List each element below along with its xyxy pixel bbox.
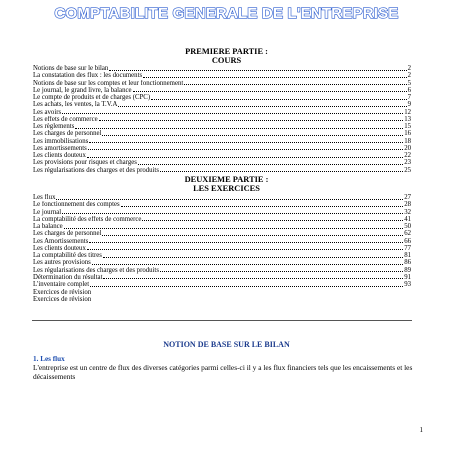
- toc-entry: [33, 159, 411, 166]
- toc-entry: [33, 80, 411, 87]
- toc-entry-page: 5: [407, 79, 411, 87]
- toc-entry-label: L'inventaire complet: [33, 281, 90, 288]
- toc-entry-page: 81: [404, 252, 411, 259]
- separator-line: [32, 320, 412, 321]
- toc-entry: [33, 123, 411, 130]
- toc-entry-label: La comptabilité des titres: [33, 252, 102, 259]
- toc-entry-page: 91: [404, 273, 411, 281]
- dot-leader: [88, 148, 403, 150]
- part1-heading: PREMIERE PARTIE :: [185, 47, 268, 56]
- toc-entry-label: Les provisions pour risques et charges: [33, 159, 137, 167]
- toc-entry-page: 16: [404, 130, 411, 138]
- toc-entry: [33, 109, 411, 116]
- dot-leader: [142, 219, 403, 221]
- toc-entry-label: Le compte de produits et de charges (CPC): [33, 94, 151, 101]
- toc-entry-label: Le fonctionnement des comptes: [33, 201, 120, 209]
- dot-leader: [184, 83, 406, 85]
- dot-leader: [160, 170, 403, 172]
- page-number: 1: [419, 426, 423, 434]
- toc-entry-label: Détermination du résultat: [33, 273, 103, 281]
- part2-subheading: LES EXERCICES: [193, 184, 260, 193]
- toc-entry: [33, 267, 411, 274]
- toc-entry: [33, 194, 411, 201]
- dot-leader: [102, 134, 403, 136]
- dot-leader: [102, 234, 403, 236]
- toc-entry-page: 62: [404, 230, 411, 238]
- toc-entry-label: Les règlements: [33, 123, 75, 130]
- toc-entry-page: 50: [404, 223, 411, 230]
- toc-entry-page: 86: [404, 259, 411, 267]
- toc-entry-label: Les autres provisions: [33, 259, 91, 267]
- toc-entry-page: 9: [407, 101, 411, 109]
- toc-entry: [33, 259, 411, 266]
- dot-leader: [160, 270, 403, 272]
- dot-leader: [151, 98, 407, 100]
- toc-entry-page: 77: [404, 244, 411, 252]
- dot-leader: [62, 112, 403, 114]
- toc-entry: [33, 152, 411, 159]
- toc-entry: [33, 72, 411, 79]
- dot-leader: [75, 127, 403, 129]
- toc-entry: [33, 238, 411, 245]
- toc-entry-label: Les régularisations des charges et des produits: [33, 266, 159, 274]
- toc-entry-page: 89: [404, 266, 411, 274]
- toc-entry: [33, 145, 411, 152]
- dot-leader: [56, 198, 403, 200]
- toc-entry-page: 15: [404, 123, 411, 130]
- toc-entry: [33, 274, 411, 281]
- toc-entry-label: Les flux: [33, 194, 56, 201]
- part2-heading: DEUXIEME PARTIE :: [184, 175, 269, 184]
- section-subtitle: 1. Les flux: [33, 355, 65, 363]
- toc-entry: [33, 230, 411, 237]
- toc-entry-label: Les effets de commerce: [33, 115, 98, 123]
- toc-entry-label: Les charges de personnel: [33, 230, 102, 238]
- toc-entry-label: La balance: [33, 223, 63, 230]
- toc-entry-label: Le journal: [33, 208, 62, 216]
- toc-part2: [33, 194, 411, 288]
- dot-leader: [99, 119, 404, 121]
- toc-entry-page: 27: [404, 194, 411, 201]
- dot-leader: [90, 285, 403, 287]
- dot-leader: [92, 263, 403, 265]
- part1-subheading: COURS: [211, 56, 242, 65]
- toc-entry-label: Les clients douteux: [33, 152, 86, 159]
- extra-lines: [33, 289, 411, 304]
- dot-leader: [138, 163, 403, 165]
- toc-entry-page: 41: [404, 215, 411, 223]
- toc-entry: [33, 167, 411, 174]
- toc-entry: [33, 130, 411, 137]
- toc-entry-page: 93: [404, 281, 411, 288]
- toc-entry-page: 18: [404, 137, 411, 145]
- toc-entry-label: Les amortissements: [33, 144, 87, 152]
- toc-entry: [33, 252, 411, 259]
- toc-entry-page: 7: [407, 94, 411, 101]
- toc-entry: [33, 209, 411, 216]
- section-title: NOTION DE BASE SUR LE BILAN: [163, 340, 290, 349]
- toc-entry-page: 2: [407, 65, 411, 72]
- dot-leader: [64, 227, 404, 229]
- dot-leader: [133, 90, 407, 92]
- toc-entry-label: Notions de base sur le bilan: [33, 65, 109, 72]
- toc-entry-page: 12: [404, 108, 411, 116]
- toc-entry-page: 2: [407, 72, 411, 80]
- toc-entry: [33, 138, 411, 145]
- toc-entry-label: Les avoirs: [33, 108, 62, 116]
- toc-entry-label: Les régularisations des charges et des produits: [33, 166, 159, 174]
- dot-leader: [89, 141, 403, 143]
- toc-entry-page: 6: [407, 86, 411, 94]
- dot-leader: [121, 205, 404, 207]
- dot-leader: [89, 241, 403, 243]
- toc-entry-label: Notions de base sur les comptes et leur fonctionnement: [33, 79, 184, 87]
- toc-entry-page: 25: [404, 166, 411, 174]
- dot-leader: [103, 277, 403, 279]
- dot-leader: [118, 105, 406, 107]
- toc-entry-label: Les clients douteux: [33, 244, 86, 252]
- dot-leader: [103, 256, 403, 258]
- toc-entry-label: Les achats, les ventes, la T.V.A: [33, 101, 118, 109]
- toc-entry: [33, 116, 411, 123]
- toc-entry: [33, 245, 411, 252]
- dot-leader: [87, 156, 403, 158]
- extra-line: Exercices de révision: [33, 296, 92, 304]
- toc-entry-page: 20: [404, 144, 411, 152]
- toc-entry-label: Les Amortissements: [33, 237, 89, 245]
- title-wrap: [0, 5, 453, 23]
- dot-leader: [109, 69, 406, 71]
- toc-entry-label: Le journal, le grand livre, la balance: [33, 86, 132, 94]
- toc-entry: [33, 216, 411, 223]
- toc-entry: [33, 87, 411, 94]
- toc-entry: [33, 201, 411, 208]
- dot-leader: [62, 212, 403, 214]
- extra-line: Exercices de révision: [33, 289, 92, 296]
- toc-entry: [33, 223, 411, 230]
- toc-entry-page: 28: [404, 201, 411, 209]
- toc-entry-page: 22: [404, 152, 411, 159]
- toc-entry-label: Les immobilisations: [33, 137, 89, 145]
- toc-entry-label: La constatation des flux : les documents: [33, 72, 143, 80]
- toc-entry-label: Les charges de personnel: [33, 130, 102, 138]
- toc-part1: [33, 65, 411, 174]
- toc-entry-label: La comptabilité des effets de commerce: [33, 215, 142, 223]
- section-paragraph: L'entreprise est un centre de flux des diverses catégories parmi celles-ci il y a les flux financiers tels que les encaissements et les décaissements: [33, 363, 413, 381]
- toc-entry-page: 23: [404, 159, 411, 167]
- toc-entry-page: 66: [404, 237, 411, 245]
- toc-entry: [33, 94, 411, 101]
- document-title: COMPTABILITE GENERALE DE L'ENTREPRISE: [54, 5, 399, 22]
- toc-entry-page: 32: [404, 208, 411, 216]
- toc-entry-page: 13: [404, 115, 411, 123]
- toc-entry: [33, 101, 411, 108]
- toc-entry: [33, 281, 411, 288]
- dot-leader: [143, 76, 406, 78]
- dot-leader: [87, 248, 403, 250]
- toc-entry: [33, 65, 411, 72]
